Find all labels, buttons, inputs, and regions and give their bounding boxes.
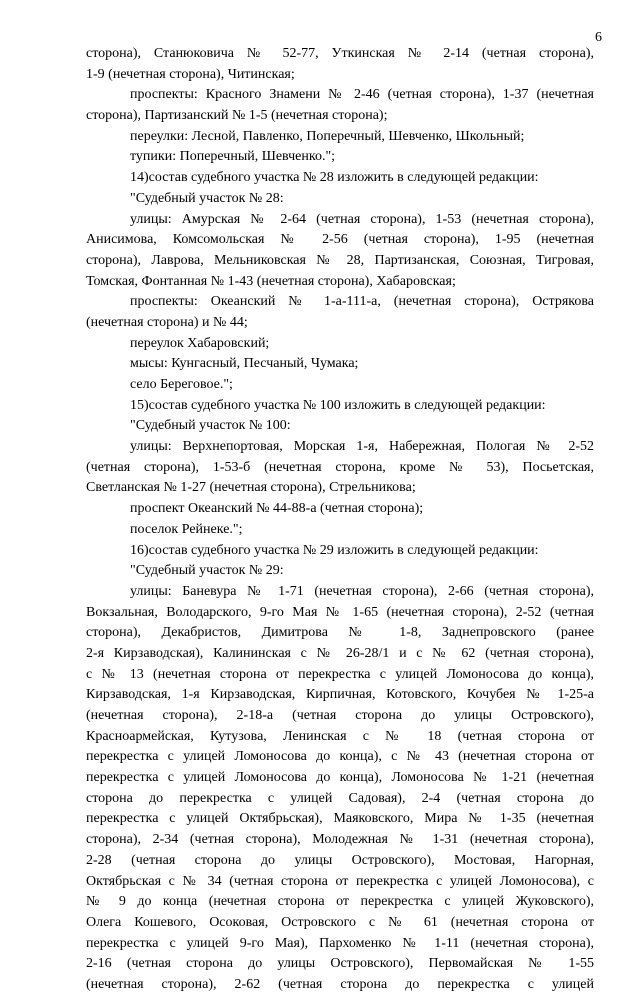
text-line: проспекты: Красного Знамени № 2-46 (четная сторона), 1-37 (нечетная bbox=[130, 87, 594, 103]
text-line: переулки: Лесной, Павленко, Поперечный, Шевченко, Школьный; bbox=[130, 128, 525, 144]
text-line: село Береговое."; bbox=[130, 377, 233, 392]
text-line: 2-28 (четная сторона до улицы Островского), Мостовая, Нагорная, bbox=[86, 852, 594, 868]
text-line: Вокзальная, Володарского, 9-го Мая № 1-65 (нечетная сторона), 2-52 (четная bbox=[86, 604, 594, 620]
text-line: "Судебный участок № 100: bbox=[130, 418, 291, 434]
text-line: (нечетная сторона), 2-18-а (четная сторона до улицы Островского), bbox=[86, 708, 594, 723]
text-line: проспект Океанский № 44-88-а (четная сторона); bbox=[130, 501, 424, 517]
text-line: № 9 до конца (нечетная сторона от перекрестка с улицей Жуковского), bbox=[86, 894, 594, 910]
text-line: тупики: Поперечный, Шевченко."; bbox=[130, 149, 336, 165]
text-line: улицы: Верхнепортовая, Морская 1-я, Набережная, Пологая № 2-52 bbox=[130, 439, 594, 455]
text-line: улицы: Амурская № 2-64 (четная сторона), 1-53 (нечетная сторона), bbox=[130, 211, 594, 227]
text-line: Томская, Фонтанная № 1-43 (нечетная сторона), Хабаровская; bbox=[86, 273, 456, 289]
text-line: Красноармейская, Кутузова, Ленинская с № 18 (четная сторона от bbox=[86, 728, 594, 744]
text-line: улицы: Баневура № 1-71 (нечетная сторона), 2-66 (четная сторона), bbox=[130, 583, 594, 599]
document-body bbox=[86, 44, 594, 996]
text-line: сторона до перекрестка с улицей Садовая), 2-4 (четная сторона до bbox=[86, 790, 594, 806]
text-line: 16)состав судебного участка № 29 изложить в следующей редакции: bbox=[130, 542, 539, 558]
text-line: переулок Хабаровский; bbox=[130, 335, 270, 351]
text-line: с № 13 (нечетная сторона от перекрестка с улицей Ломоносова до конца), bbox=[86, 666, 594, 682]
text-line: перекрестка с улицей 9-го Мая), Пархоменко № 1-11 (нечетная сторона), bbox=[86, 935, 594, 951]
text-line: 1-9 (нечетная сторона), Читинская; bbox=[86, 66, 295, 82]
text-line: проспекты: Океанский № 1-а-111-а, (нечетная сторона), Острякова bbox=[130, 294, 594, 310]
text-line: сторона), Партизанский № 1-5 (нечетная сторона); bbox=[86, 108, 388, 124]
text-line: (четная сторона), 1-53-б (нечетная сторона, кроме № 53), Посьетская, bbox=[86, 459, 594, 475]
text-line: 15)состав судебного участка № 100 изложить в следующей редакции: bbox=[130, 397, 546, 413]
text-line: Октябрьская с № 34 (четная сторона от перекрестка с улицей Ломоносова), с bbox=[86, 873, 594, 889]
text-line: (нечетная сторона) и № 44; bbox=[86, 314, 248, 330]
text-line: "Судебный участок № 28: bbox=[130, 190, 284, 206]
text-line: перекрестка с улицей Ломоносова до конца), с № 43 (нечетная сторона от bbox=[86, 749, 594, 765]
text-line: 2-16 (четная сторона до улицы Островского), Первомайская № 1-55 bbox=[86, 956, 594, 972]
text-line: мысы: Кунгасный, Песчаный, Чумака; bbox=[130, 356, 359, 372]
text-line: Кирзаводская, 1-я Кирзаводская, Кирпичная, Котовского, Кочубея № 1-25-а bbox=[86, 687, 594, 703]
text-line: перекрестка с улицей Ломоносова до конца), Ломоносова № 1-21 (нечетная bbox=[86, 770, 594, 786]
text-line: 14)состав судебного участка № 28 изложить в следующей редакции: bbox=[130, 170, 539, 186]
text-line: поселок Рейнеке."; bbox=[130, 521, 243, 537]
text-line: сторона), Декабристов, Димитрова № 1-8, Заднепровского (ранее bbox=[86, 625, 594, 641]
text-line: 2-я Кирзаводская), Калининская с № 26-28/1 и с № 62 (четная сторона), bbox=[86, 645, 594, 661]
page-number: 6 bbox=[595, 30, 602, 45]
text-line: сторона), Лаврова, Мельниковская № 28, Партизанская, Союзная, Тигровая, bbox=[86, 252, 594, 268]
text-line: Светланская № 1-27 (нечетная сторона), Стрельникова; bbox=[86, 480, 416, 496]
text-line: перекрестка с улицей Октябрьская), Маяковского, Мира № 1-35 (нечетная bbox=[86, 811, 594, 827]
text-line: Анисимова, Комсомольская № 2-56 (четная сторона), 1-95 (нечетная bbox=[86, 232, 594, 248]
text-line: сторона), 2-34 (четная сторона), Молодежная № 1-31 (нечетная сторона), bbox=[86, 832, 594, 848]
text-line: (нечетная сторона), 2-62 (четная сторона до перекрестка с улицей bbox=[86, 976, 594, 992]
text-line: Олега Кошевого, Осоковая, Островского с № 61 (нечетная сторона от bbox=[86, 914, 594, 930]
text-line: "Судебный участок № 29: bbox=[130, 563, 284, 579]
text-line: сторона), Станюковича № 52-77, Уткинская № 2-14 (четная сторона), bbox=[86, 46, 594, 61]
